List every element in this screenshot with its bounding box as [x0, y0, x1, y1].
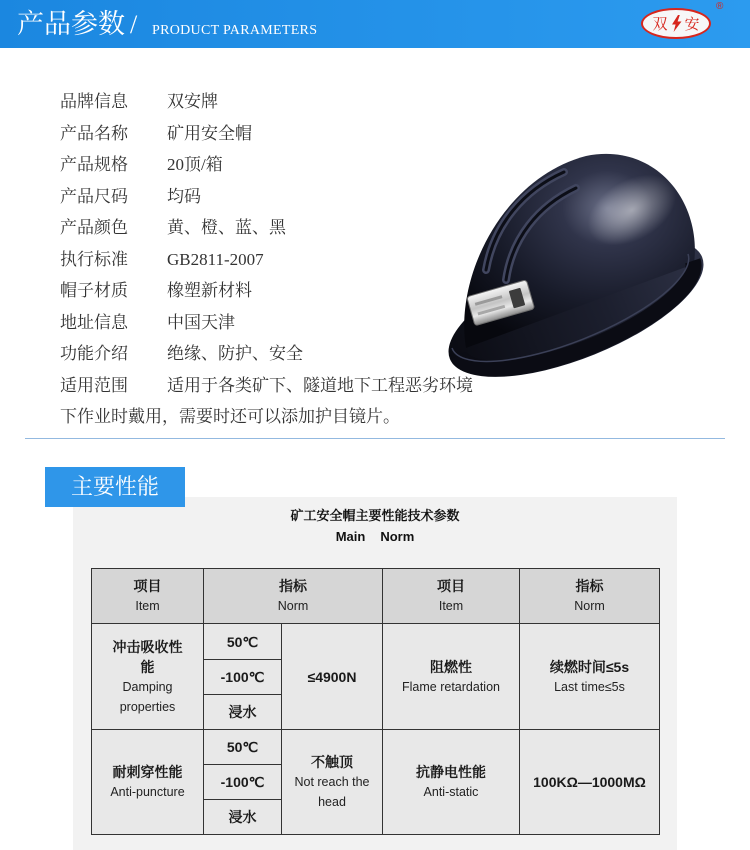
section-divider [25, 438, 725, 439]
header-cn: 项目 [437, 578, 465, 594]
param-value: 矿用安全帽 [167, 123, 252, 143]
item-en: Flame retardation [402, 679, 500, 694]
header-cell-item [383, 569, 520, 624]
norm-cn: 不触顶 [311, 754, 353, 770]
item-en: Anti-static [423, 785, 479, 799]
param-label: 地址信息 [60, 312, 128, 332]
param-row-brand [60, 86, 218, 118]
cell-condition [204, 624, 282, 660]
cell-condition [204, 660, 282, 695]
param-row-spec [60, 149, 223, 181]
condition-text: -100℃ [220, 774, 265, 790]
param-value: 适用于各类矿下、隧道地下工程恶劣环境 [167, 375, 473, 395]
norm-en: Last time≤5s [554, 679, 625, 694]
cell-flame-norm [520, 624, 660, 730]
param-row-scope [60, 370, 473, 402]
param-row-name [60, 118, 252, 150]
cell-puncture-item [92, 730, 204, 835]
param-value: 橡塑新材料 [167, 281, 252, 300]
header-en: Item [438, 599, 464, 613]
header-bar [0, 0, 750, 48]
section-title: 主要性能 [45, 467, 185, 507]
header-en: Norm [574, 599, 605, 613]
lightning-icon [671, 15, 682, 32]
norm-cn: 续燃时间≤5s [549, 658, 630, 675]
condition-text: 浸水 [228, 704, 257, 720]
header-title-en: PRODUCT PARAMETERS [152, 23, 318, 38]
table-title: 矿工安全帽主要性能技术参数 [290, 508, 460, 523]
param-label: 功能介绍 [60, 344, 128, 363]
cell-damping-norm [282, 624, 383, 730]
brand-logo [641, 8, 711, 39]
param-value: 20顶/箱 [167, 155, 223, 174]
table-header-row [92, 569, 660, 624]
param-label: 品牌信息 [60, 92, 128, 111]
param-value: 双安牌 [167, 92, 218, 111]
condition-text: 50℃ [226, 633, 259, 650]
table-row [92, 730, 660, 765]
logo-char-right: 安 [684, 17, 700, 33]
param-label: 产品名称 [60, 123, 128, 143]
header-cell-item [92, 569, 204, 624]
item-cn: 阻燃性 [430, 658, 472, 675]
header-en: Norm [277, 599, 309, 613]
norm-text: ≤4900N [307, 668, 357, 685]
cell-condition [204, 800, 282, 835]
cell-puncture-norm [282, 730, 383, 835]
param-label: 产品尺码 [60, 186, 128, 206]
performance-table [91, 568, 660, 835]
table-subtitle-norm: Norm [380, 529, 415, 544]
header-cn: 指标 [575, 578, 604, 594]
param-row-address [60, 307, 235, 339]
header-cn: 项目 [133, 578, 162, 594]
cell-condition [204, 695, 282, 730]
table-subtitle-main: Main [335, 529, 366, 544]
param-label: 产品颜色 [60, 218, 128, 237]
cell-flame-item [383, 624, 520, 730]
cell-condition [204, 730, 282, 765]
table-row [92, 624, 660, 660]
condition-text: 浸水 [228, 809, 257, 825]
header-en: Item [135, 599, 160, 613]
param-value: 绝缘、防护、安全 [167, 344, 303, 363]
param-row-color [60, 212, 286, 244]
item-cn: 抗静电性能 [416, 764, 486, 780]
cell-antistatic-norm [520, 730, 660, 835]
param-value: GB2811-2007 [167, 249, 264, 269]
param-label: 适用范围 [60, 375, 128, 395]
registered-mark: ® [716, 1, 724, 12]
helmet-image [436, 148, 716, 378]
condition-text: -100℃ [220, 669, 265, 685]
header-cell-norm [204, 569, 383, 624]
param-row-size [60, 181, 201, 213]
param-label: 执行标准 [60, 249, 128, 269]
param-label: 帽子材质 [60, 281, 128, 300]
norm-en: Not reach the head [294, 775, 370, 809]
item-cn: 冲击吸收性能 [112, 638, 183, 675]
header-slash: / [130, 10, 138, 39]
param-value-continued: 下作业时戴用，需要时还可以添加护目镜片。 [60, 407, 400, 426]
item-en: Damping properties [119, 679, 176, 714]
header-title-cn: 产品参数 [17, 9, 125, 39]
param-label: 产品规格 [60, 155, 128, 174]
header-cn: 指标 [279, 578, 307, 594]
param-value: 中国天津 [167, 312, 235, 332]
condition-text: 50℃ [226, 739, 259, 755]
param-value: 黄、橙、蓝、黑 [167, 218, 286, 237]
param-row-material [60, 275, 252, 307]
param-value: 均码 [167, 186, 201, 206]
cell-condition [204, 765, 282, 800]
cell-antistatic-item [383, 730, 520, 835]
cell-damping-item [92, 624, 204, 730]
param-row-standard [60, 244, 264, 276]
item-en: Anti-puncture [110, 785, 185, 799]
norm-text: 100KΩ—1000MΩ [533, 774, 646, 790]
param-row-scope-continued [60, 401, 400, 433]
param-row-function [60, 338, 303, 370]
item-cn: 耐刺穿性能 [112, 764, 183, 780]
logo-char-left: 双 [652, 17, 668, 33]
table-subtitle [73, 528, 677, 546]
header-cell-norm [520, 569, 660, 624]
